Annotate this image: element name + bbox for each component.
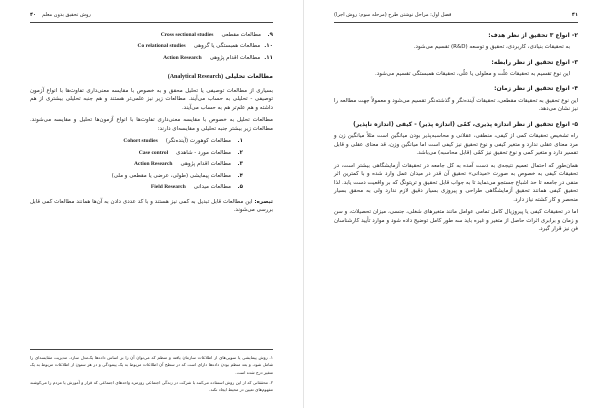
list-item-number: ۴. — [237, 172, 243, 179]
top-list — [30, 31, 273, 63]
list-item-text: مطالعات پیمایشی (طولی، عرضی یا مقطعی و ملی) — [111, 172, 231, 179]
note-label: تبصره: — [254, 198, 273, 205]
list-item-latin: Cohort studies — [123, 138, 158, 145]
section-title-text: مطالعات تحلیلی — [225, 73, 273, 81]
list-item-number: ۱۰. — [264, 43, 273, 50]
analytical-paragraph-1: بسیاری از مطالعات توصیفی یا تحلیل محقق و به خصوص با مقایسه معنی‌داری تفاوت‌ها با انواع آزمون توصیفی - تحلیلی به حساب می‌آیند. مطالعات زیر نیز علمی‌تر هستند و هم جنبه تحلیلی بیشتری از هم داشته و هم علم‌تر هم به حساب می‌آیند. — [30, 87, 273, 111]
section-heading: ۴- انواع تحقیق از نظر زمان: — [494, 85, 578, 93]
left-page — [0, 0, 304, 408]
section-text: این نوع تحقیق به تحقیقات مقطعی، تحقیقات آینده‌نگر و گذشته‌نگر تقسیم می‌شود و معمولاً جهت مطالعه را نیز نشان می‌دهد. — [334, 97, 578, 113]
right-header-title: فصل اول: مراحل نوشتن طرح (مرحله سوم: روش اجرا) — [334, 12, 452, 18]
list-item-latin: Cross sectional studies — [160, 31, 214, 38]
list-item-number: ۲. — [237, 149, 243, 156]
list-item-number: ۱۱. — [264, 54, 273, 61]
list-item-text: مطالعات مقطعی — [221, 31, 261, 38]
list-item — [30, 137, 243, 146]
list-item-number: ۹. — [267, 31, 273, 38]
note-paragraph — [30, 198, 273, 215]
list-item — [30, 149, 243, 158]
section-text: راه تشخیص تحقیقات کمی از کیفی، منطقی، عقلانی و محاسبه‌پذیر بودن میانگین است مثلاً میانگین زن و مرد معنای عقلی ندارد و متغیر کیفی و نوع تحقیق نیز کیفی است اما میانگین وزن، قد معنای عقلی و قابل تفسیر دارد و متغیر کمی و نوع تحقیق نیز کمّی (قابل محاسبه) می‌باشد. — [334, 133, 578, 157]
footnotes — [30, 349, 273, 396]
analytical-paragraph-2: مطالعات تحلیل به خصوص با مقایسه معنی‌داری تفاوت‌ها با انواع آزمون‌ها تحلیل و مقایسه می‌شوند. مطالعات زیر بیشتر جنبه تحلیلی و مقایسه‌ای دارند: — [30, 117, 273, 132]
footnote: ۲. محققانی که از این روش استفاده می‌کنند با شرکت در زندگی اجتماعی روزمره واحدهای اجتماعی که قرار و آموزش یا مردم را می‌کوشند مفهوم‌های تعیین در محیط ایجاد نکند. — [30, 379, 273, 392]
body-paragraph: همان‌طور که احتمال تعمیم نتیجه‌ی به دست آمده به کل جامعه در تحقیقات آزمایشگاهی بیشتر است، در تحقیقات کیفی به خصوص به صورت «میدانی» تحقیق آن قدر در میدان عمل وارد شده و با کمترین اثر منفی در جامعه تا حد اشباع جستجو می‌نماید تا به جواب قابل تحقیق و تریتونگ که بر واقعیت دست یابد. لذا تحقیق کیفی همانند تحقیق آزمایشگاهی طراحی و پیروزی بسیار دقیق لازم ندارد ولی به محقق بسیار منحصر و کار کشته نیاز دارد. — [334, 162, 578, 203]
analytical-section-title — [30, 72, 273, 82]
list-item-latin: Action Research — [133, 161, 173, 168]
list-item-text: مطالعات اقدام پژوهی — [209, 54, 261, 61]
list-item-text: مطالعات همبستگی یا گروهی — [193, 43, 261, 50]
section-heading: ۵- انواع تحقیق از نظر اندازه پذیری، کمّی (اندازه پذیر) - کیفی (اندازه ناپذیر) — [353, 120, 578, 128]
right-page — [304, 0, 608, 408]
left-page-number: ۴۰ — [30, 12, 37, 18]
left-running-header — [30, 12, 273, 23]
list-item — [30, 42, 273, 51]
section-text: به تحقیقات بنیادی، کاربردی، تحقیق و توسعه (R&D) تقسیم می‌شود. — [413, 44, 570, 51]
list-item-text: مطالعات کوهورت (آینده‌نگر) — [165, 138, 231, 145]
list-item-number: ۱. — [237, 138, 243, 145]
list-item — [30, 54, 273, 63]
list-item-latin: Co relational studies — [137, 43, 186, 50]
body-paragraph: اما در تحقیقات کیفی یا پیروزیال کامل تمامی عوامل مانند متغیرهای شغلی، جنسی، میزان تحصیلات، و سن و زمان و برابری اثرات حاصل از متغیر و غیره باید سه طور کامل توضیح داده شود و موارد تأیید کارشناسان فن نیز قرار گیرد. — [334, 209, 578, 233]
list-item — [30, 183, 243, 192]
list-item-latin: Field Research — [150, 184, 186, 191]
section-heading: ۳- انواع تحقیق از نظر رابطه: — [491, 58, 578, 66]
left-header-title: روش تحقیق بدون معلم — [42, 12, 91, 18]
list-item — [30, 160, 243, 169]
list-item-text: مطالعات میدانی — [193, 184, 231, 191]
section-text: این نوع تقسیم به تحقیقات علّت و معلولی یا علّی، تحقیقات همبستگی تقسیم می‌شود. — [375, 70, 570, 77]
right-running-header — [334, 12, 578, 23]
list-item-latin: Action Research — [163, 54, 202, 61]
list-item — [30, 172, 243, 181]
footnote: ۱. روش پیمایشی یا سوپی‌های از اطلاعات سازمان یافته و منظم که می‌توان آن را بر اساس داده‌ها یک‌مدل سازد. مدیریت مقایسه‌ای را شامل شود، و بعد منظم بودن داده‌ها دارای است که در سطح آن اطلاعات مربوط به یک پیمودگی و در هر ستون از اطلاعات مربوط به یک متغیر درج شده است. — [30, 355, 273, 375]
list-item — [30, 31, 273, 40]
section-heading: ۲- انواع ۳ تحقیق از نظر هدف: — [488, 31, 578, 39]
analytical-list — [30, 137, 273, 192]
section-title-latin: (Analytical Research) — [167, 74, 224, 81]
list-item-text: مطالعات اقدام پژوهی — [180, 161, 231, 168]
list-item-text: مطالعات مورد - شاهدی — [176, 149, 231, 156]
note-text: این مطالعات قابل تبدیل به کمی نیز هستند و با کد عددی دادن به آن‌ها همانند مطالعات کمی قابل بررسی می‌شوند. — [30, 198, 273, 214]
list-item-number: ۵. — [237, 184, 243, 191]
list-item-number: ۳. — [237, 161, 243, 168]
list-item-latin: Case control — [138, 149, 169, 156]
right-page-number: ۴۱ — [571, 12, 578, 18]
